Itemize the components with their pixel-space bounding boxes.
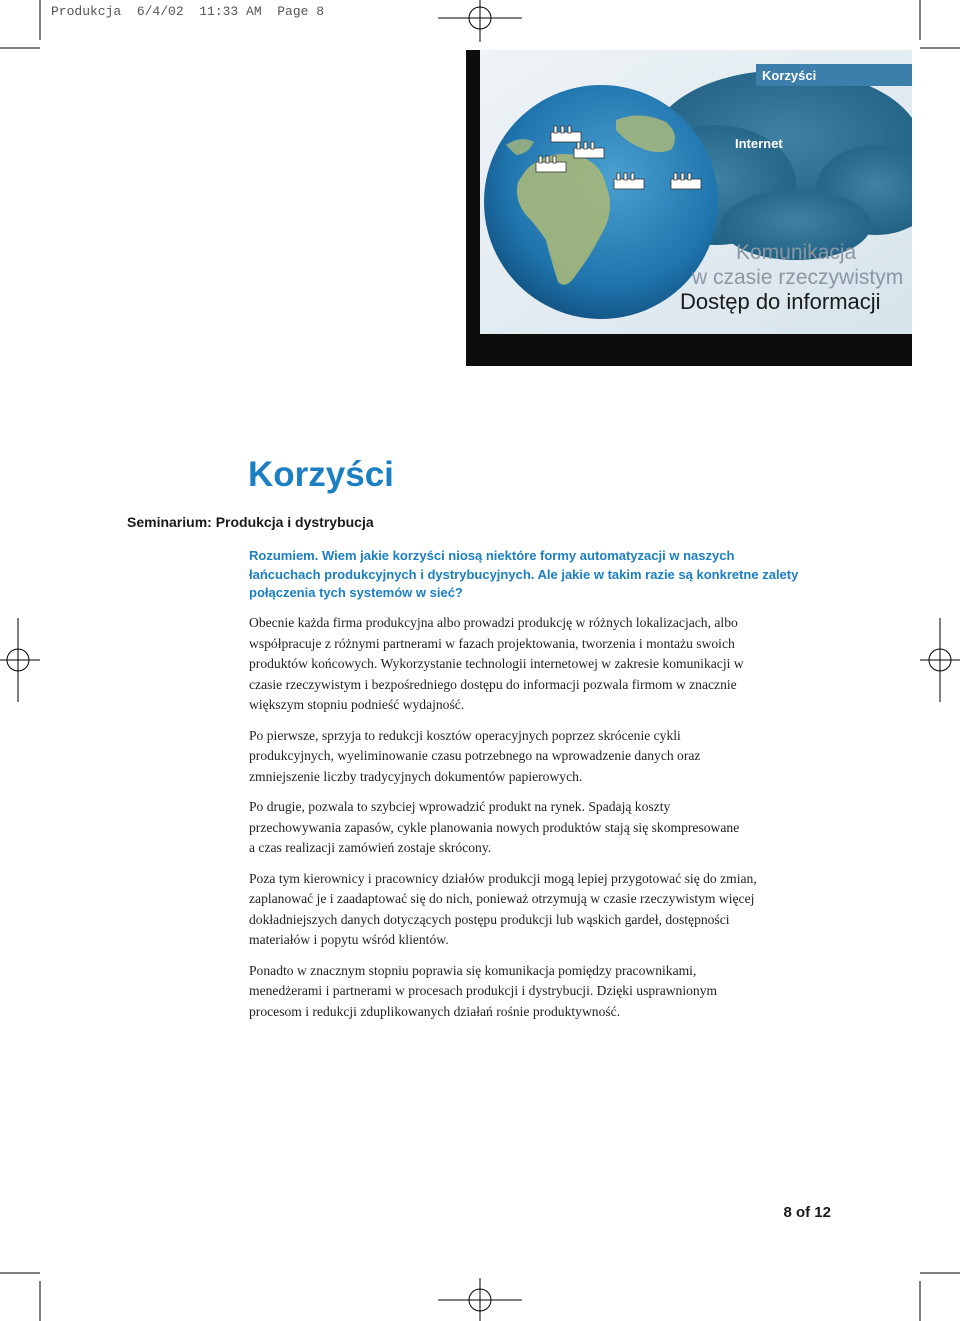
registration-mark-right <box>920 618 960 702</box>
lead-line: Rozumiem. Wiem jakie korzyści niosą niektóre formy automatyzacji w naszych <box>249 548 735 563</box>
paragraph-3 <box>249 797 819 859</box>
text-line: Obecnie każda firma produkcyjna albo prowadzi produkcję w różnych lokalizacjach, albo <box>249 615 738 630</box>
paragraph-4 <box>249 869 819 951</box>
slide-illustration <box>466 50 912 366</box>
text-line: menedżerami i partnerami w procesach produkcji i dystrybucji. Dzięki usprawnionym <box>249 983 718 998</box>
lead-line: łańcuchach produkcyjnych i dystrybucyjnych. Ale jakie w takim razie są konkretne zalety <box>249 566 799 582</box>
slide-line-1: Komunikacja <box>736 241 857 264</box>
text-line: procesom i redukcji zduplikowanych działań rośnie produktywność. <box>249 1003 621 1019</box>
paragraph-2 <box>249 726 819 788</box>
text-line: Po drugie, pozwala to szybciej wprowadzić produkt na rynek. Spadają koszty <box>249 799 671 814</box>
cloud-label: Internet <box>735 136 783 151</box>
text-line: czasie rzeczywistym i bezpośredniego dostępu do informacji pozwala firmom w znacznie <box>249 676 737 692</box>
text-line: współpracuje z różnymi partnerami w fazach projektowania, tworzenia i montażu swoich <box>249 635 735 651</box>
page-number: 8 of 12 <box>783 1204 831 1221</box>
paragraph-1 <box>249 613 819 716</box>
text-line: Po pierwsze, sprzyja to redukcji kosztów operacyjnych poprzez skrócenie cykli <box>249 727 681 743</box>
text-line: produktów końcowych. Wykorzystanie technologii internetowej w zakresie komunikacji w <box>249 656 744 671</box>
text-line: zaplanować je i zaadaptować się do nich, ponieważ otrzymują w czasie rzeczywistym więcej <box>249 891 755 906</box>
page-title: Korzyści <box>248 455 394 494</box>
text-line: Poza tym kierownicy i pracownicy działów produkcji mogą lepiej przygotować się do zmian, <box>249 870 757 886</box>
slide-line-2: w czasie rzeczywistym <box>692 266 904 289</box>
body-text <box>249 613 819 1032</box>
text-line: Ponadto w znacznym stopniu poprawia się komunikacja pomiędzy pracownikami, <box>249 962 697 978</box>
text-line: przechowywania zapasów, cykle planowania nowych produktów stają się skompresowane <box>249 819 740 835</box>
text-line: większym stopniu podnieść wydajność. <box>249 697 465 712</box>
globe-graphic <box>484 85 718 319</box>
text-line: zmniejszenie liczby tradycyjnych dokumentów papierowych. <box>249 768 583 784</box>
text-line: dokładniejszych danych dotyczących postępu produkcji lub wąskich gardeł, dostępności <box>249 911 730 927</box>
registration-mark-left <box>0 618 40 702</box>
section-header: Seminarium: Produkcja i dystrybucja <box>127 514 374 530</box>
lead-paragraph <box>249 547 829 603</box>
lead-line: połączenia tych systemów w sieć? <box>249 585 463 600</box>
paragraph-5 <box>249 961 819 1023</box>
slide-line-3: Dostęp do informacji <box>680 289 881 314</box>
registration-mark-bottom <box>438 1278 522 1321</box>
text-line: materiałów i popytu wśród klientów. <box>249 932 449 947</box>
slide-tab-label: Korzyści <box>762 68 817 83</box>
text-line: a czas realizacji zamówień zostaje skrócony. <box>249 840 492 855</box>
registration-mark-top <box>438 0 522 42</box>
text-line: produkcyjnych, wyeliminowanie czasu potrzebnego na wprowadzenie danych oraz <box>249 748 701 763</box>
print-slug: Produkcja 6/4/02 11:33 AM Page 8 <box>51 4 325 19</box>
